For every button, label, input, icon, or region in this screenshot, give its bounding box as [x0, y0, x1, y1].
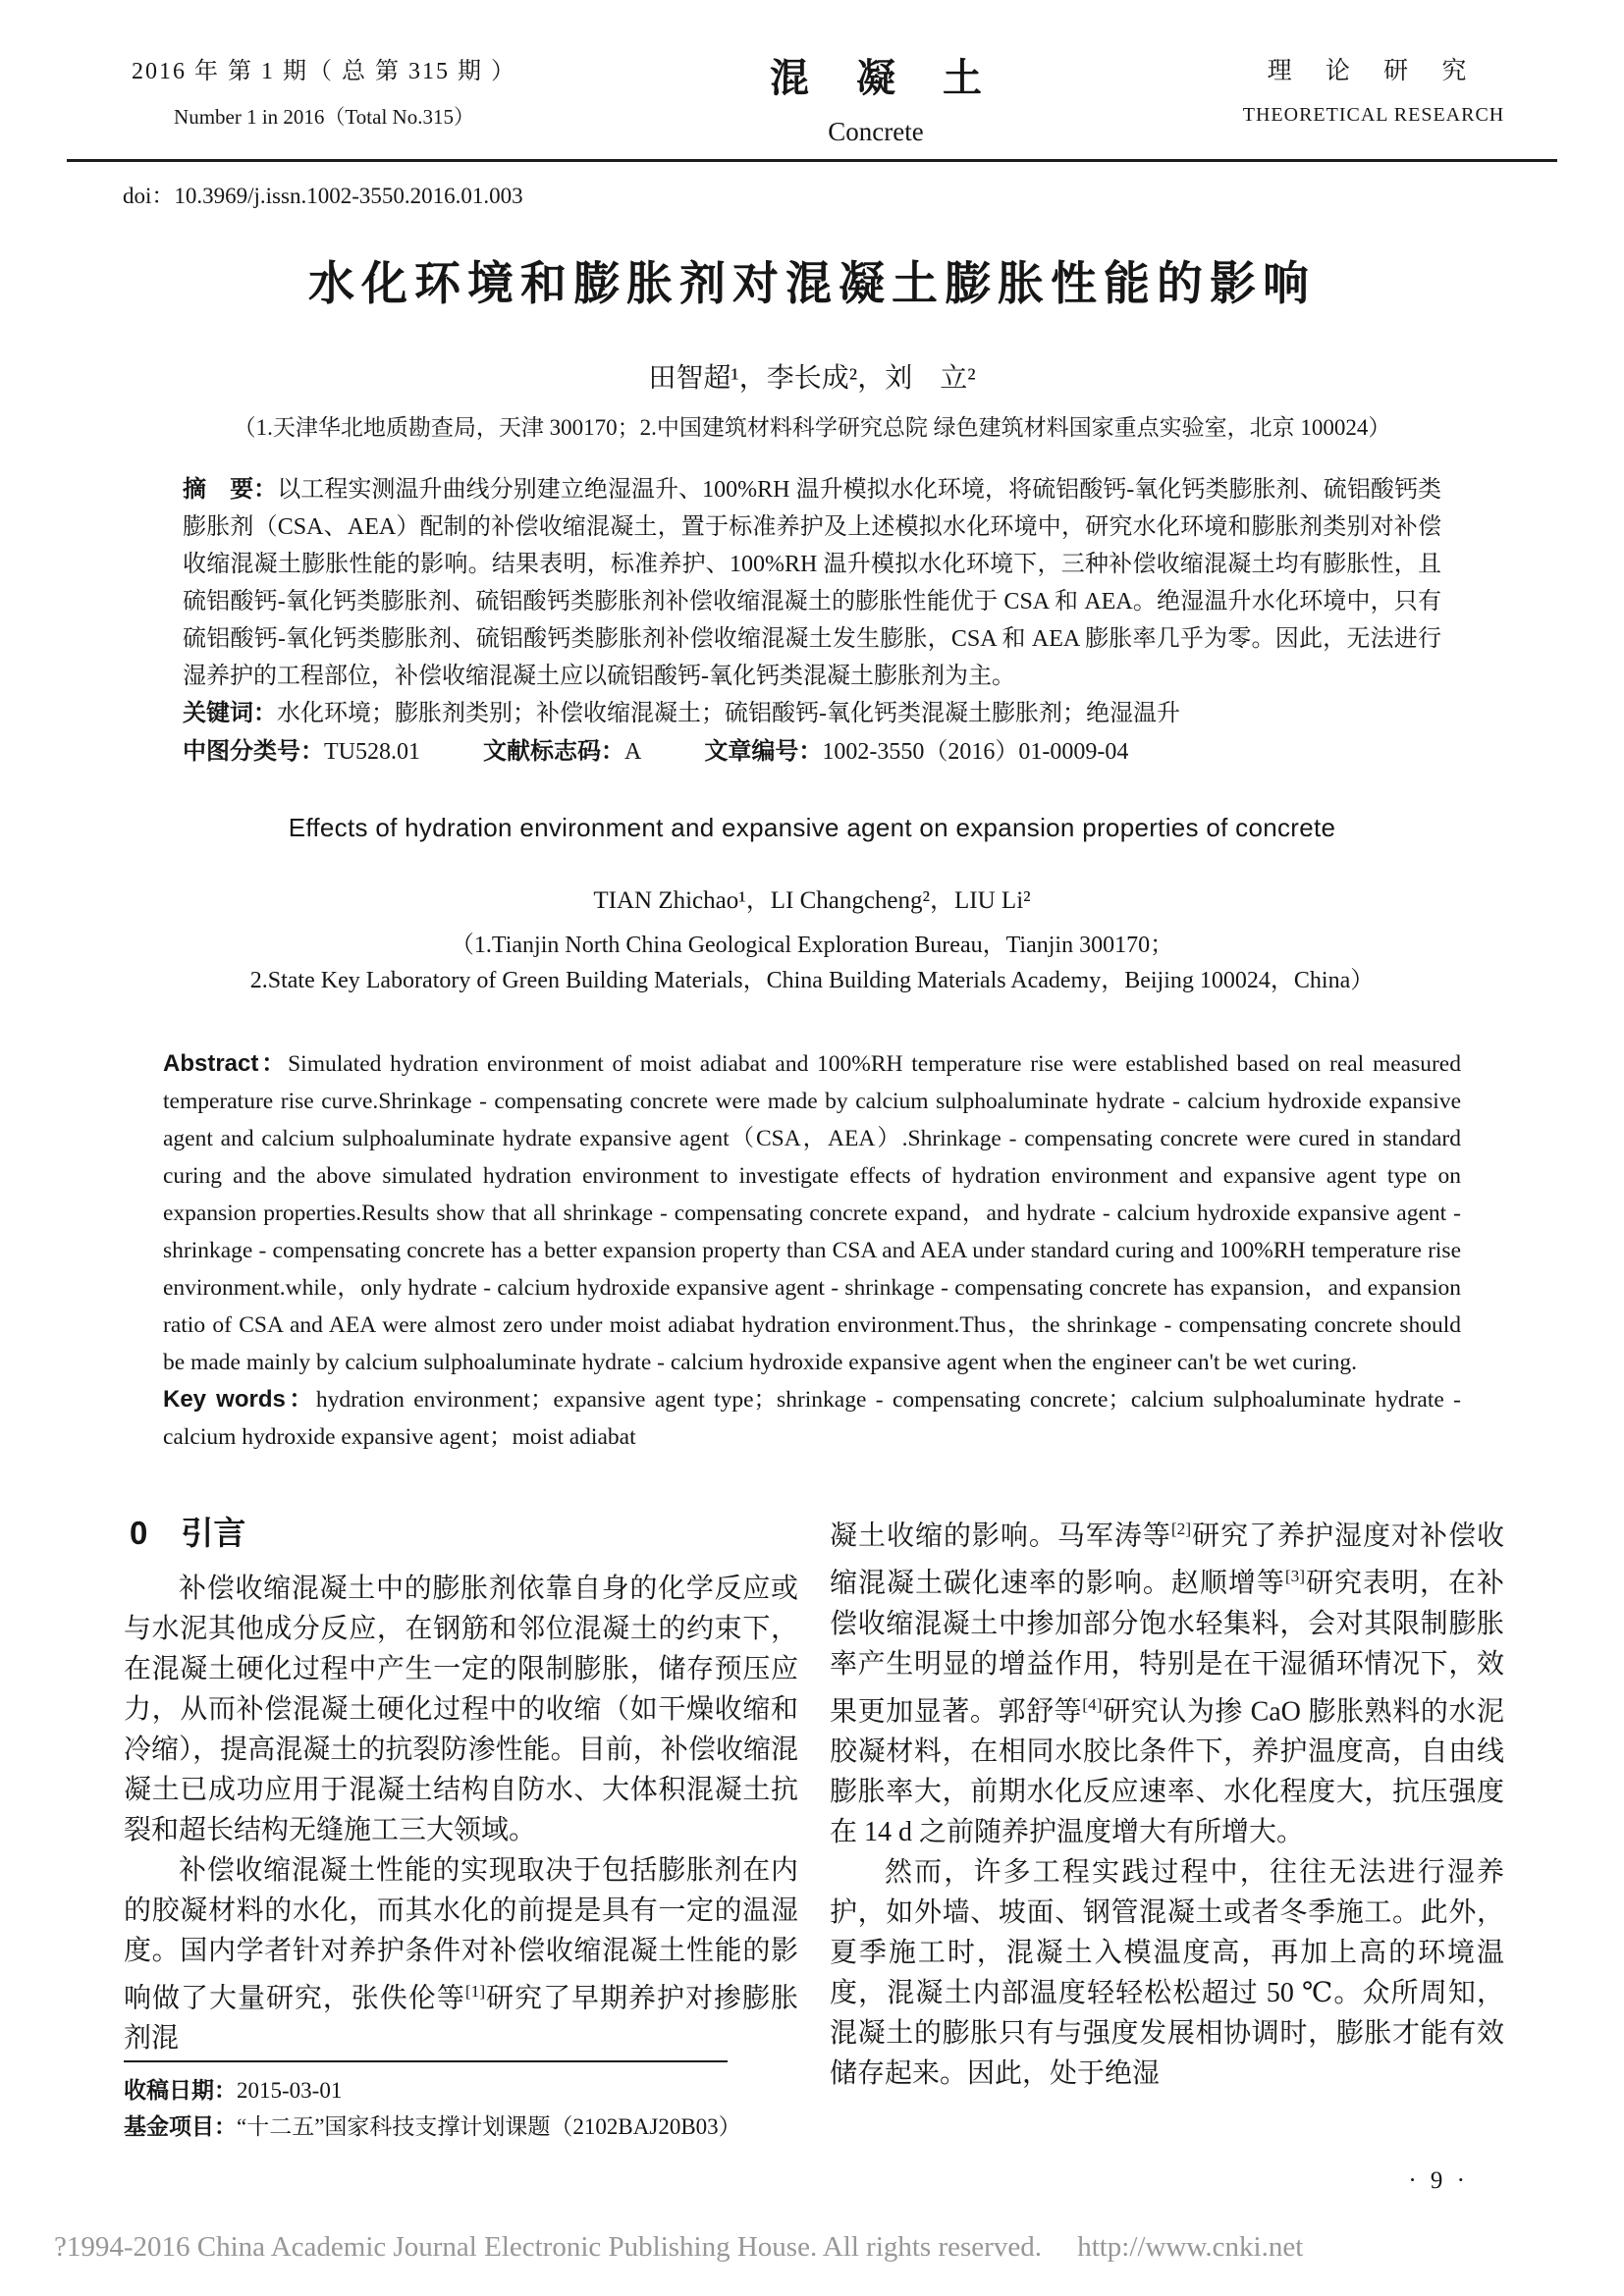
- header-rule: [67, 159, 1557, 162]
- body-text: 研究了养护湿度对补偿收缩混凝土碳化速率的影响。赵顺增等: [830, 1521, 1504, 1599]
- doi-line: doi：10.3969/j.issn.1002-3550.2016.01.003: [123, 184, 523, 208]
- abstract-cn-text: 以工程实测温升曲线分别建立绝湿温升、100%RH 温升模拟水化环境，将硫铝酸钙-氧化钙类膨胀剂、硫铝酸钙类膨胀剂（CSA、AEA）配制的补偿收缩混凝土，置于标准养护及上述模拟水化环境中，研究水化环境和膨胀剂类别对补偿收缩混凝土膨胀性能的影响。结果表明，标准养护、100%RH 温升模拟水化环境下，三种补偿收缩混凝土均有膨胀性，且硫铝酸钙-氧化钙类膨胀剂、硫铝酸钙类膨胀剂补偿收缩混凝土的膨胀性能优于 CSA 和 AEA。绝湿温升水化环境中，只有硫铝酸钙-氧化钙类膨胀剂、硫铝酸钙类膨胀剂补偿收缩混凝土发生膨胀，CSA 和 AEA 膨胀率几乎为零。因此，无法进行湿养护的工程部位，补偿收缩混凝土应以硫铝酸钙-氧化钙类混凝土膨胀剂为主。: [183, 477, 1441, 689]
- authors-cn: 田智超¹，李长成²，刘 立²: [648, 363, 976, 394]
- fund-project-value: “十二五”国家科技支撑计划课题（2102BAJ20B03）: [237, 2114, 741, 2139]
- abstract-en-text: Simulated hydration environment of moist adiabat and 100%RH temperature rise were established based on real measured temperature rise curve.Shrinkage - compensating concrete were made by calcium sulphoaluminate hydrate - calcium hydroxide expansive agent and calcium sulphoaluminate hydrate expansive agent（CSA，AEA）.Shrinkage - compensating concrete were cured in standard curing and the above simulated hydration environment to investigate effects of hydration environment and expansive agent type on expansion properties.Results show that all shrinkage - compensating concrete expand，and hydrate - calcium hydroxide expansive agent - shrinkage - compensating concrete has a better expansion property than CSA and AEA under standard curing and 100%RH temperature rise environment.while，only hydrate - calcium hydroxide expansive agent - shrinkage - compensating concrete has expansion，and expansion ratio of CSA and AEA were almost zero under moist adiabat hydration environment.Thus，the shrinkage - compensating concrete should be made mainly by calcium sulphoaluminate hydrate - calcium hydroxide expansive agent when the engineer can't be wet curing.: [163, 1051, 1461, 1375]
- fund-project-label: 基金项目：: [124, 2113, 237, 2139]
- reference-marker: [2]: [1170, 1520, 1192, 1538]
- affiliation-cn: （1.天津华北地质勘查局，天津 300170；2.中国建筑材料科学研究总院 绿色建筑材料国家重点实验室，北京 100024）: [233, 415, 1391, 440]
- keywords-en-text: hydration environment；expansive agent type；shrinkage - compensating concrete；calcium sulphoaluminate hydrate - calcium hydroxide expansive agent；moist adiabat: [163, 1387, 1461, 1450]
- journal-section-cn: 理 论 研 究: [1267, 58, 1481, 84]
- body-text: 研究了早期养护对掺膨胀剂混: [124, 1983, 798, 2055]
- abstract-en: [163, 1045, 1461, 1381]
- journal-issue-cn: 2016 年 第 1 期（ 总 第 315 期 ）: [132, 59, 516, 84]
- reference-marker: [4]: [1082, 1694, 1103, 1714]
- footnote-rule: [124, 2060, 728, 2062]
- body-paragraph: [124, 1850, 798, 2058]
- reference-marker: [3]: [1284, 1567, 1306, 1586]
- body-paragraph: 补偿收缩混凝土中的膨胀剂依靠自身的化学反应或与水泥其他成分反应，在钢筋和邻位混凝土的约束下，在混凝土硬化过程中产生一定的限制膨胀，储存预压应力，从而补偿混凝土硬化过程中的收缩（如干燥收缩和冷缩），提高混凝土的抗裂防渗性能。目前，补偿收缩混凝土已成功应用于混凝土结构自防水、大体积混凝土抗裂和超长结构无缝施工三大领域。: [124, 1574, 798, 1845]
- received-date-label: 收稿日期：: [124, 2077, 237, 2103]
- body-text: 凝土收缩的影响。马军涛等: [830, 1521, 1171, 1552]
- footnote-block: [124, 2060, 798, 2145]
- fund-project-line: [124, 2109, 798, 2145]
- abstract-cn-label: 摘 要：: [183, 476, 278, 503]
- keywords-cn-text: 水化环境；膨胀剂类别；补偿收缩混凝土；硫铝酸钙-氧化钙类混凝土膨胀剂；绝湿温升: [277, 701, 1180, 726]
- body-paragraph: 然而，许多工程实践过程中，往往无法进行湿养护，如外墙、坡面、钢管混凝土或者冬季施工。此外，夏季施工时，混凝土入模温度高，再加上高的环境温度，混凝土内部温度轻轻松松超过 50 ℃。众所周知，混凝土的膨胀只有与强度发展相协调时，膨胀才能有效储存起来。因此，处于绝湿: [830, 1856, 1504, 2089]
- journal-issue-block: [108, 51, 540, 131]
- page-header: [0, 0, 1624, 147]
- keywords-cn: [183, 695, 1441, 732]
- abstract-en-label: Abstract：: [163, 1050, 289, 1077]
- body-paragraph: [830, 1509, 1504, 1852]
- doc-code-label: 文献标志码：: [483, 738, 624, 765]
- received-date-value: 2015-03-01: [237, 2078, 343, 2103]
- section-title: 引言: [181, 1515, 246, 1551]
- affiliation-en-line1: （1.Tianjin North China Geological Exploration Bureau，Tianjin 300170；: [450, 933, 1174, 958]
- keywords-en-label: Key words：: [163, 1386, 316, 1413]
- section-number: 0: [130, 1515, 148, 1551]
- doc-code-value: A: [624, 739, 642, 765]
- keywords-en: [163, 1381, 1461, 1456]
- authors-en: TIAN Zhichao¹，LI Changcheng²，LIU Li²: [593, 887, 1031, 914]
- reference-marker: [1]: [464, 1982, 486, 2001]
- affiliation-en-line2: 2.State Key Laboratory of Green Building Materials，China Building Materials Academy，Beijing 100024，China）: [249, 968, 1375, 993]
- received-date-line: [124, 2072, 798, 2109]
- article-id-value: 1002-3550（2016）01-0009-04: [822, 739, 1129, 765]
- copyright-line: ?1994-2016 China Academic Journal Electronic Publishing House. All rights reserved. http://www.cnki.net: [54, 2231, 1304, 2263]
- body-text: 研究认为掺 CaO 膨胀熟料的水泥胶凝材料，在相同水胶比条件下，养护温度高，自由线膨胀率大，前期水化反应速率、水化程度大，抗压强度在 14 d 之前随养护温度增大有所增大。: [830, 1695, 1504, 1847]
- section-heading: [130, 1513, 798, 1553]
- article-id-label: 文章编号：: [704, 738, 823, 765]
- journal-section-block: [1212, 51, 1536, 127]
- paper-title-cn: 水化环境和膨胀剂对混凝土膨胀性能的影响: [308, 259, 1316, 310]
- abstract-cn: [183, 471, 1441, 695]
- journal-name-block: [723, 47, 1029, 147]
- classification-row: [183, 732, 1441, 772]
- body-column-left: [124, 1509, 798, 2145]
- affiliation-en: [0, 928, 1624, 998]
- body-column-right: [830, 1509, 1504, 2145]
- page-number: · 9 ·: [1408, 2167, 1469, 2194]
- journal-name-cn: 混凝土: [770, 56, 1029, 100]
- clc-label: 中图分类号：: [183, 738, 324, 765]
- paper-title-en: Effects of hydration environment and expansive agent on expansion properties of concrete: [288, 813, 1336, 842]
- body-text: 补偿收缩混凝土性能的实现取决于包括膨胀剂在内的胶凝材料的水化，而其水化的前提是具有一定的温湿度。国内学者针对养护条件对补偿收缩混凝土性能的影响做了大量研究，张佚伦等: [124, 1855, 798, 2014]
- keywords-cn-label: 关键词：: [183, 700, 277, 726]
- body-columns: [124, 1509, 1504, 2145]
- clc-value: TU528.01: [324, 739, 420, 765]
- journal-section-en: THEORETICAL RESEARCH: [1242, 104, 1505, 126]
- body-text: 研究表明，在补偿收缩混凝土中掺加部分饱水轻集料，会对其限制膨胀率产生明显的增益作用，特别是在干湿循环情况下，效果更加显著。郭舒等: [830, 1568, 1504, 1727]
- journal-issue-en: Number 1 in 2016（Total No.315）: [174, 105, 474, 129]
- journal-name-en: Concrete: [828, 117, 924, 146]
